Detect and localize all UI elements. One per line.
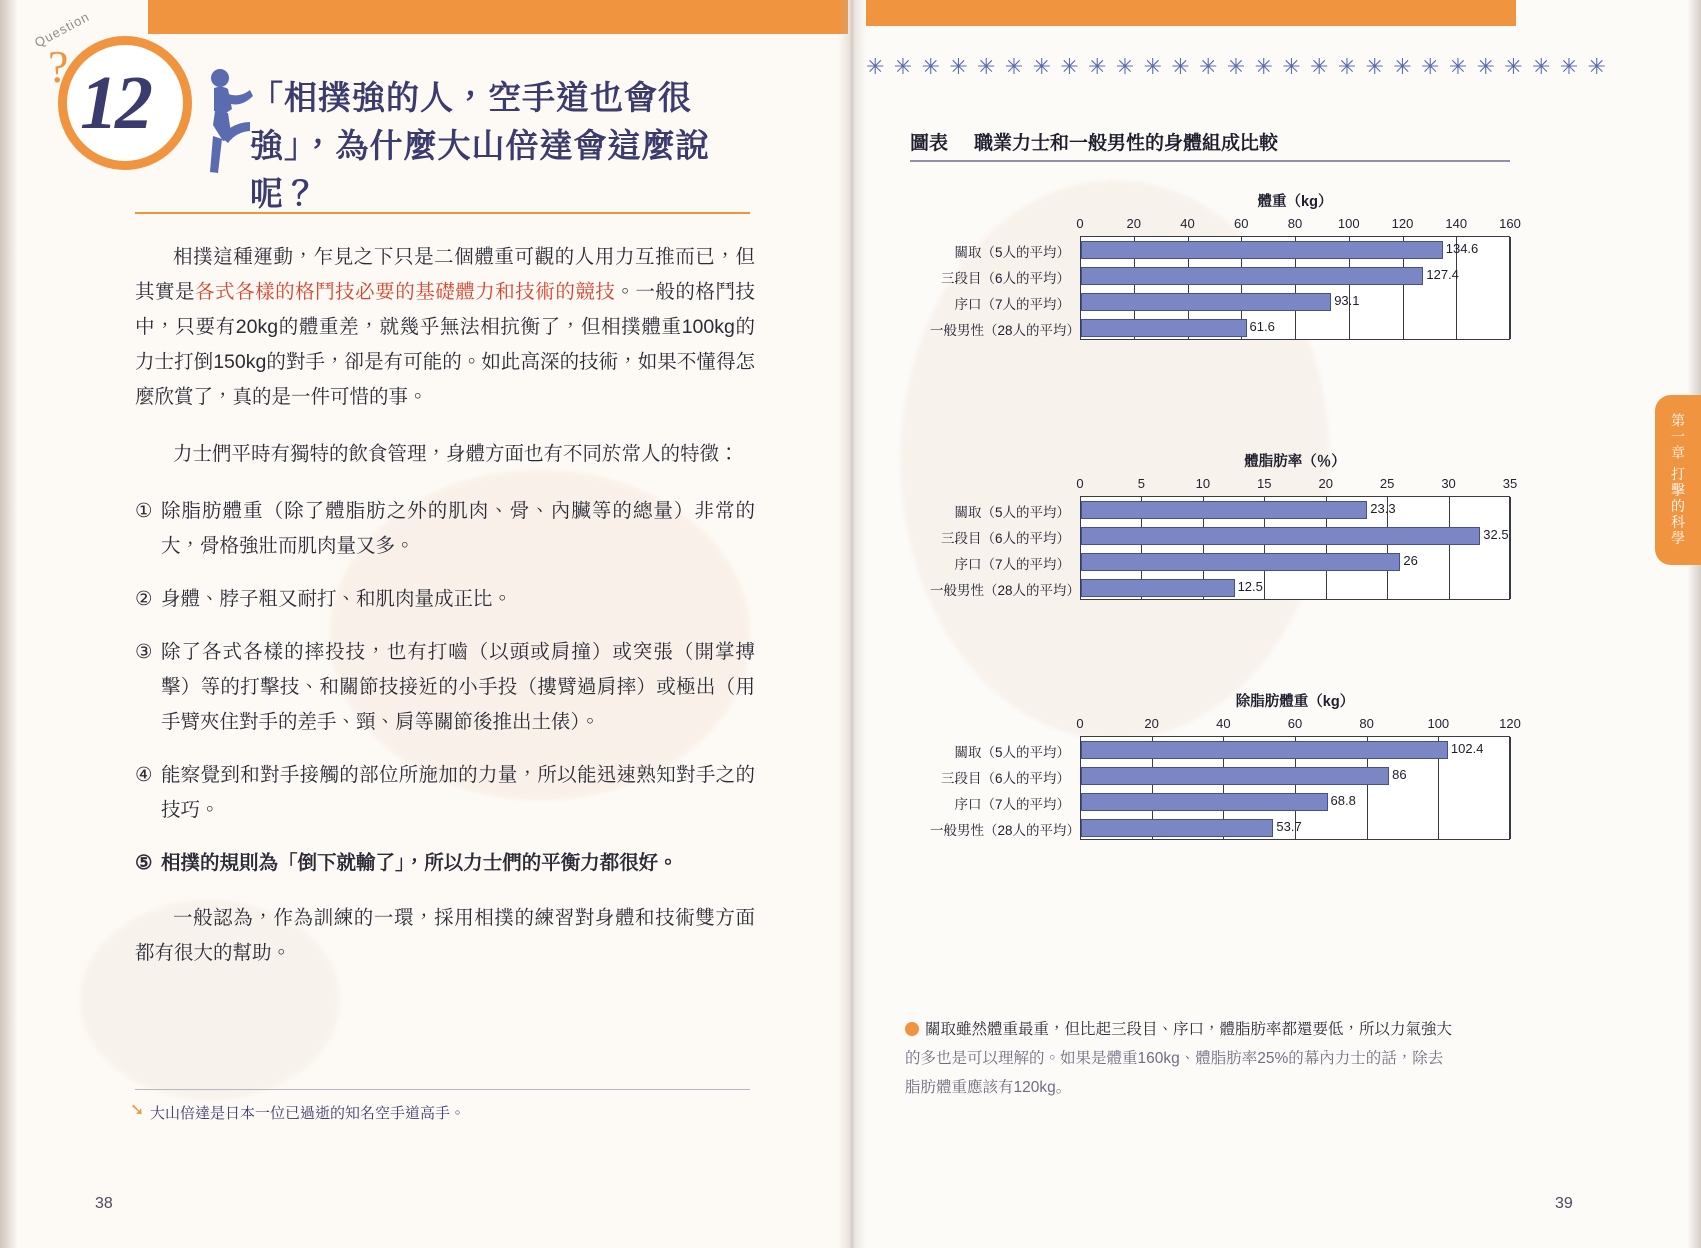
chart-category-label: 三段目（6人的平均） [940, 531, 1070, 546]
chart-gridline [1510, 237, 1511, 339]
chart-title: 除脂肪體重（kg） [1235, 694, 1355, 710]
chart-bar-value: 32.5 [1483, 527, 1509, 542]
star-decoration-row [866, 52, 1606, 82]
note-line-1: 關取雖然體重最重，但比起三段目、序口，體脂肪率都還要低，所以力氣強大 [925, 1021, 1453, 1038]
star-icon: ✳ [1060, 54, 1079, 79]
chart-category-label: 序口（7人的平均） [954, 797, 1070, 812]
list-item-text: 除了各式各樣的摔投技，也有打嚙（以頭或肩撞）或突張（開掌搏擊）等的打擊技、和關節技接近的小手投（摟臂過肩摔）或極出（用手臂夾住對手的差手、頸、肩等關節後推出土俵）。 [161, 641, 755, 733]
left-header-bar [148, 0, 848, 34]
star-icon: ✳ [1476, 54, 1495, 79]
chart-bar-value: 61.6 [1249, 319, 1275, 334]
list-item [135, 758, 755, 828]
star-icon: ✳ [1282, 54, 1301, 79]
star-icon: ✳ [921, 54, 940, 79]
list-item [135, 635, 755, 740]
badge-question-word: Question [31, 8, 93, 51]
axis-tick-label: 25 [1379, 476, 1395, 491]
axis-tick-label: 160 [1499, 216, 1521, 231]
chart-gridline [1449, 497, 1450, 599]
chart-category-label: 三段目（6人的平均） [940, 771, 1070, 786]
chart-gridline [1510, 737, 1511, 839]
axis-tick-label: 0 [1076, 476, 1084, 491]
figure-caption-divider [910, 160, 1510, 162]
list-item-marker: ① [135, 500, 153, 522]
axis-tick-label: 0 [1076, 216, 1084, 231]
star-icon: ✳ [1421, 54, 1440, 79]
star-icon: ✳ [949, 54, 968, 79]
list-item-text: 除脂肪體重（除了體脂肪之外的肌肉、骨、內臟等的總量）非常的大，骨格強壯而肌肉量又多。 [161, 500, 755, 557]
axis-tick-label: 100 [1427, 716, 1450, 731]
star-icon: ✳ [1254, 54, 1273, 79]
list-item-marker: ② [135, 588, 153, 610]
axis-tick-label: 20 [1126, 216, 1141, 231]
chart-body-weight [930, 190, 1530, 356]
p1-part-b: 。一般的格鬥技中，只要有20kg的體重差，就幾乎無法相抗衡了，但相撲體重100kg的力士打倒150kg的對手，卻是有可能的。如此高深的技術，如果不懂得怎麼欣賞了，真的是一件可惜的事。 [135, 281, 755, 408]
chart-category-label: 序口（7人的平均） [954, 557, 1070, 572]
chart-bar-value: 26 [1403, 553, 1418, 568]
p1-part-a: 相撲這種運動，乍見之下只是二個體重可觀的人用力互推而已，但其實是 [135, 246, 755, 303]
chart-category-label: 三段目（6人的平均） [940, 271, 1070, 286]
star-icon: ✳ [1199, 54, 1218, 79]
axis-tick-label: 15 [1257, 476, 1272, 491]
list-item-marker: ⑤ [135, 852, 153, 874]
footnote-arrow-icon: ➘ [130, 1100, 145, 1119]
figure-note [905, 1015, 1525, 1102]
star-icon: ✳ [1448, 54, 1468, 79]
note-line-3: 脂肪體重應該有120kg。 [905, 1079, 1072, 1096]
axis-tick-label: 60 [1287, 716, 1303, 731]
star-icon: ✳ [1337, 54, 1357, 79]
star-icon: ✳ [1032, 54, 1051, 79]
chart-bar [1081, 579, 1235, 597]
star-icon: ✳ [1532, 54, 1551, 79]
chapter-side-tab [1655, 395, 1701, 565]
chart-bar-value: 93.1 [1334, 293, 1360, 308]
note-bullet-icon [905, 1022, 919, 1036]
star-icon: ✳ [977, 54, 996, 79]
list-item-text: 身體、脖子粗又耐打、和肌肉量成正比。 [161, 588, 513, 610]
axis-tick-label: 80 [1287, 216, 1303, 231]
chart-bar [1081, 267, 1423, 285]
page-number-right: 39 [1555, 1195, 1573, 1212]
chart-bar-value: 68.8 [1330, 793, 1356, 808]
chart-bar [1081, 501, 1367, 519]
footnote-text: 大山倍達是日本一位已過逝的知名空手道高手。 [150, 1105, 466, 1122]
star-icon: ✳ [1143, 54, 1162, 79]
list-item [135, 494, 755, 564]
chart-bar [1081, 553, 1400, 571]
star-icon: ✳ [1504, 54, 1523, 79]
star-icon: ✳ [1171, 54, 1190, 79]
right-page-edge-shadow [1687, 0, 1701, 1248]
chart-bar-value: 12.5 [1237, 579, 1263, 594]
chart-bar-value: 134.6 [1445, 241, 1479, 256]
chart-bar [1081, 241, 1443, 259]
chart-bar [1081, 793, 1328, 811]
chart-gridline [1510, 497, 1511, 599]
chart-bar-value: 86 [1392, 767, 1407, 782]
star-icon: ✳ [1393, 54, 1412, 79]
star-icon: ✳ [1587, 54, 1606, 79]
right-header-bar [866, 0, 1516, 26]
figure-caption [910, 128, 1278, 155]
axis-tick-label: 30 [1441, 476, 1456, 491]
title-divider [135, 212, 750, 214]
chapter-side-tab-label: 第一章 打擊的科學 [1670, 413, 1686, 547]
star-icon: ✳ [866, 54, 885, 79]
paragraph-3: 一般認為，作為訓練的一環，採用相撲的練習對身體和技術雙方面都有很大的幫助。 [135, 907, 755, 964]
chart-category-label: 序口（7人的平均） [954, 297, 1070, 312]
page-title: 「相撲強的人，空手道也會很強」，為什麼大山倍達會這麼說呢？ [250, 79, 710, 212]
star-icon: ✳ [1559, 54, 1579, 79]
chart-body-fat-percentage [930, 450, 1530, 616]
chart-category-label: 一般男性（28人的平均） [930, 583, 1081, 598]
question-badge [18, 8, 198, 208]
page-number-left: 38 [95, 1195, 113, 1212]
axis-tick-label: 40 [1216, 716, 1231, 731]
axis-tick-label: 100 [1337, 216, 1360, 231]
star-icon: ✳ [893, 54, 913, 79]
star-icon: ✳ [1365, 54, 1384, 79]
chart-title: 體重（kg） [1257, 194, 1333, 210]
chart-category-label: 關取（5人的平均） [954, 745, 1070, 760]
axis-tick-label: 10 [1195, 476, 1211, 491]
question-mark-icon: ? [48, 41, 69, 92]
chart-bar [1081, 819, 1273, 837]
note-line-2: 的多也是可以理解的。如果是體重160kg、體脂肪率25%的幕內力士的話，除去 [905, 1050, 1444, 1067]
axis-tick-label: 60 [1234, 216, 1249, 231]
chart-category-label: 關取（5人的平均） [954, 245, 1070, 260]
chart-category-label: 一般男性（28人的平均） [930, 823, 1081, 838]
chart-category-label: 關取（5人的平均） [954, 505, 1070, 520]
footnote-divider [135, 1089, 750, 1090]
chart-plot-area [1080, 496, 1510, 600]
chart-bar [1081, 741, 1448, 759]
axis-tick-label: 140 [1445, 216, 1468, 231]
paragraph-2: 力士們平時有獨特的飲食管理，身體方面也有不同於常人的特徵： [173, 443, 739, 465]
chart-title: 體脂肪率（％） [1244, 454, 1346, 470]
list-item-marker: ③ [135, 641, 153, 663]
list-item [135, 846, 755, 881]
axis-tick-label: 0 [1076, 716, 1084, 731]
article-body [135, 240, 755, 985]
left-page-edge-shadow [0, 0, 18, 1248]
chart-bar-value: 102.4 [1450, 741, 1484, 756]
star-icon: ✳ [1310, 54, 1329, 79]
chart-bar [1081, 767, 1389, 785]
karate-fighter-icon [186, 66, 256, 176]
figure-caption-prefix: 圖表 [910, 133, 949, 154]
chart-bar [1081, 319, 1247, 337]
axis-tick-label: 120 [1391, 216, 1414, 231]
figure-caption-text: 職業力士和一般男性的身體組成比較 [974, 133, 1279, 154]
star-icon: ✳ [1004, 54, 1024, 79]
axis-tick-label: 20 [1318, 476, 1333, 491]
axis-tick-label: 120 [1499, 716, 1521, 731]
star-icon: ✳ [1115, 54, 1135, 79]
chart-lean-body-mass [930, 690, 1530, 856]
axis-tick-label: 80 [1359, 716, 1374, 731]
star-icon: ✳ [1226, 54, 1246, 79]
list-item-marker: ④ [135, 764, 153, 786]
chart-bar [1081, 293, 1331, 311]
chart-bar [1081, 527, 1480, 545]
star-icon: ✳ [1088, 54, 1107, 79]
list-item [135, 582, 755, 617]
question-number: 12 [80, 61, 150, 145]
book-spine [838, 0, 866, 1248]
axis-tick-label: 5 [1137, 476, 1146, 491]
chart-category-label: 一般男性（28人的平均） [930, 323, 1081, 338]
chart-bar-value: 23.3 [1370, 501, 1396, 516]
chart-bar-value: 127.4 [1426, 267, 1459, 282]
list-item-text: 相撲的規則為「倒下就輸了」，所以力士們的平衡力都很好。 [161, 852, 678, 874]
axis-tick-label: 20 [1144, 716, 1159, 731]
p1-highlight: 各式各樣的格鬥技必要的基礎體力和技術的競技 [195, 281, 616, 303]
axis-tick-label: 35 [1502, 476, 1518, 491]
axis-tick-label: 40 [1180, 216, 1195, 231]
chart-bar-value: 53.7 [1276, 819, 1302, 834]
paragraph-1 [135, 240, 755, 415]
list-item-text: 能察覺到和對手接觸的部位所施加的力量，所以能迅速熟知對手之的技巧。 [161, 764, 755, 821]
